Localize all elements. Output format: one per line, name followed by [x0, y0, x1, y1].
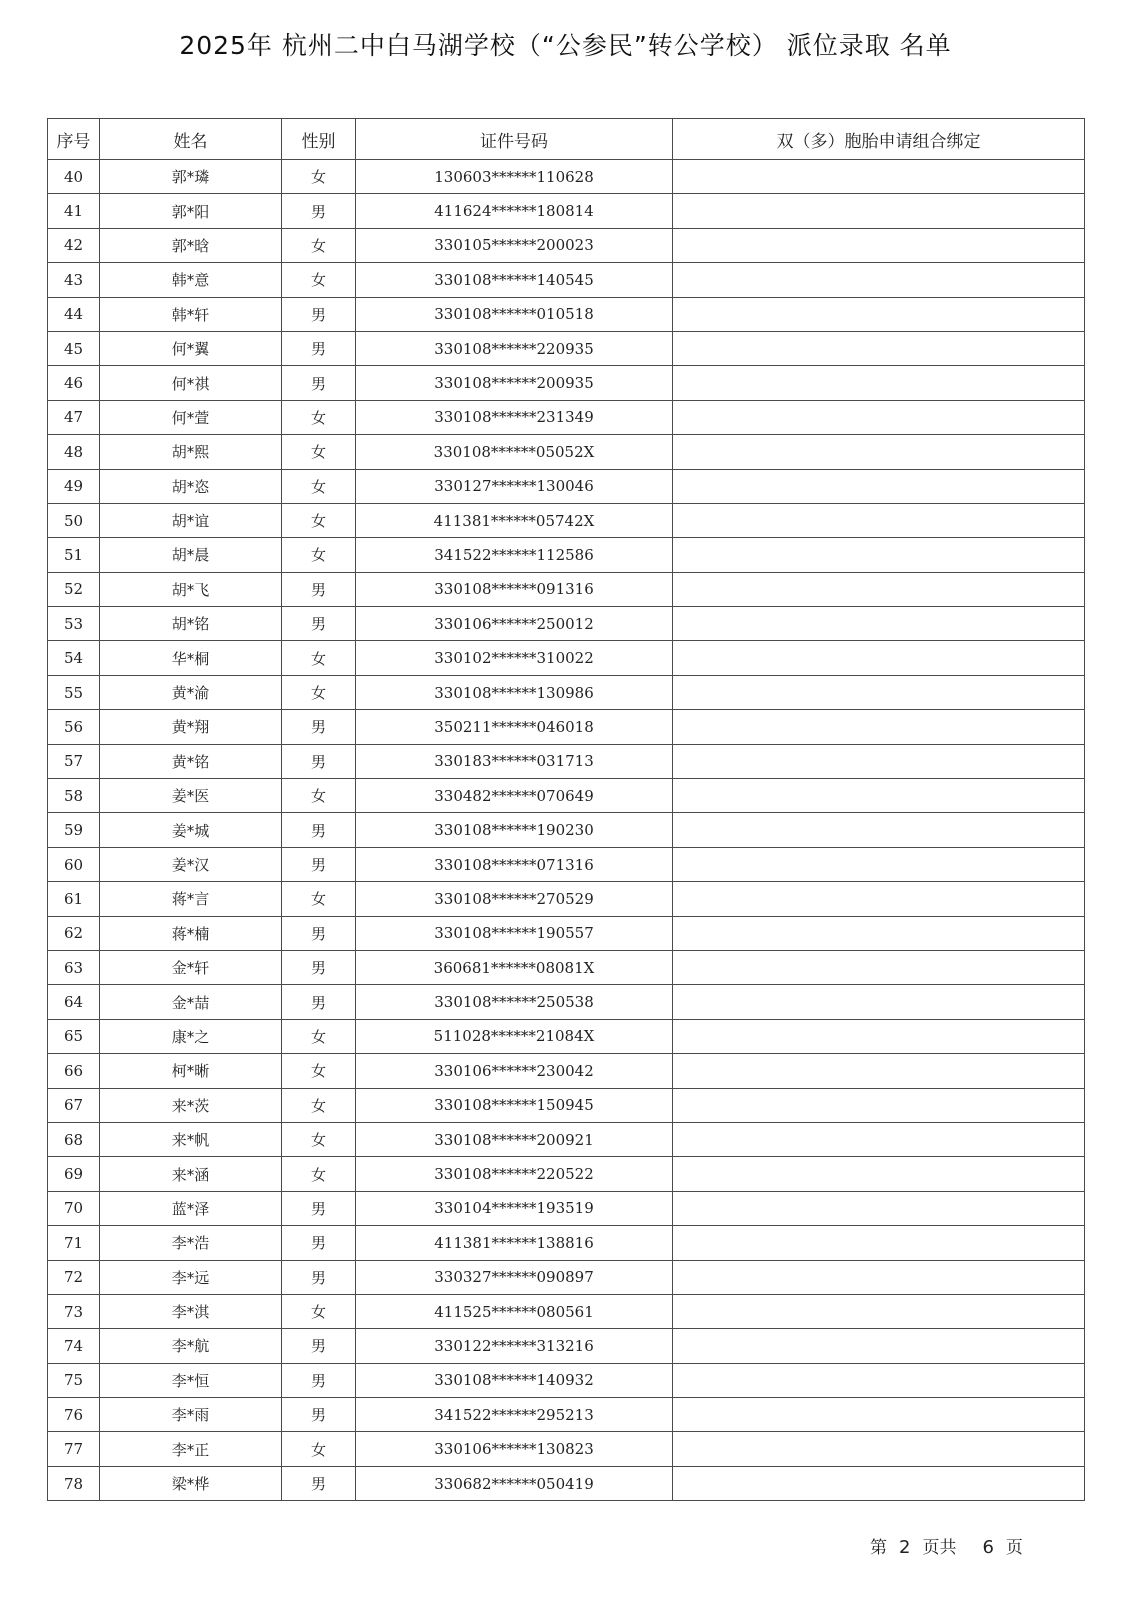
- table-row: [48, 675, 1085, 709]
- cell-twin-binding: [673, 331, 1085, 365]
- cell-id-number: 341522******295213: [356, 1398, 673, 1432]
- cell-serial-number: 40: [48, 160, 100, 194]
- cell-twin-binding: [673, 1466, 1085, 1500]
- cell-twin-binding: [673, 1363, 1085, 1397]
- cell-serial-number: 57: [48, 744, 100, 778]
- cell-name: 李*雨: [100, 1398, 282, 1432]
- header-id-number: 证件号码: [356, 119, 673, 160]
- cell-twin-binding: [673, 1226, 1085, 1260]
- table-row: [48, 1329, 1085, 1363]
- table-row: [48, 950, 1085, 984]
- cell-gender: 男: [282, 985, 356, 1019]
- cell-id-number: 330108******200935: [356, 366, 673, 400]
- cell-serial-number: 44: [48, 297, 100, 331]
- cell-name: 李*正: [100, 1432, 282, 1466]
- cell-id-number: 330106******230042: [356, 1054, 673, 1088]
- cell-gender: 男: [282, 1260, 356, 1294]
- cell-gender: 女: [282, 435, 356, 469]
- cell-serial-number: 55: [48, 675, 100, 709]
- cell-serial-number: 77: [48, 1432, 100, 1466]
- total-page-count: 6: [982, 1537, 994, 1558]
- cell-id-number: 330122******313216: [356, 1329, 673, 1363]
- cell-twin-binding: [673, 1432, 1085, 1466]
- cell-gender: 女: [282, 779, 356, 813]
- cell-id-number: 330682******050419: [356, 1466, 673, 1500]
- cell-id-number: 411381******138816: [356, 1226, 673, 1260]
- cell-gender: 男: [282, 710, 356, 744]
- cell-name: 金*轩: [100, 950, 282, 984]
- table-row: [48, 469, 1085, 503]
- cell-gender: 女: [282, 1432, 356, 1466]
- cell-twin-binding: [673, 882, 1085, 916]
- table-row: [48, 572, 1085, 606]
- cell-name: 胡*恣: [100, 469, 282, 503]
- cell-name: 黄*渝: [100, 675, 282, 709]
- cell-serial-number: 53: [48, 607, 100, 641]
- cell-gender: 女: [282, 263, 356, 297]
- header-serial-number: 序号: [48, 119, 100, 160]
- cell-gender: 男: [282, 813, 356, 847]
- cell-name: 李*远: [100, 1260, 282, 1294]
- cell-twin-binding: [673, 813, 1085, 847]
- table-row: [48, 435, 1085, 469]
- table-row: [48, 1294, 1085, 1328]
- table-row: [48, 1363, 1085, 1397]
- cell-name: 蒋*楠: [100, 916, 282, 950]
- cell-id-number: 330108******071316: [356, 847, 673, 881]
- cell-gender: 女: [282, 1088, 356, 1122]
- cell-gender: 女: [282, 1019, 356, 1053]
- cell-gender: 男: [282, 331, 356, 365]
- cell-name: 何*祺: [100, 366, 282, 400]
- table-row: [48, 1054, 1085, 1088]
- cell-name: 胡*晨: [100, 538, 282, 572]
- cell-twin-binding: [673, 435, 1085, 469]
- cell-gender: 女: [282, 1122, 356, 1156]
- cell-id-number: 411624******180814: [356, 194, 673, 228]
- table-row: [48, 1432, 1085, 1466]
- cell-serial-number: 43: [48, 263, 100, 297]
- cell-twin-binding: [673, 1088, 1085, 1122]
- cell-id-number: 411381******05742X: [356, 503, 673, 537]
- cell-name: 何*翼: [100, 331, 282, 365]
- cell-serial-number: 60: [48, 847, 100, 881]
- cell-name: 来*茨: [100, 1088, 282, 1122]
- table-row: [48, 1157, 1085, 1191]
- header-twin-binding: 双（多）胞胎申请组合绑定: [673, 119, 1085, 160]
- cell-serial-number: 56: [48, 710, 100, 744]
- cell-serial-number: 64: [48, 985, 100, 1019]
- cell-name: 何*萱: [100, 400, 282, 434]
- cell-name: 李*航: [100, 1329, 282, 1363]
- cell-id-number: 330127******130046: [356, 469, 673, 503]
- cell-name: 姜*医: [100, 779, 282, 813]
- cell-id-number: 330108******010518: [356, 297, 673, 331]
- cell-name: 康*之: [100, 1019, 282, 1053]
- cell-name: 李*恒: [100, 1363, 282, 1397]
- cell-id-number: 330108******140932: [356, 1363, 673, 1397]
- cell-gender: 女: [282, 641, 356, 675]
- table-row: [48, 297, 1085, 331]
- table-body: [48, 160, 1085, 1501]
- cell-serial-number: 62: [48, 916, 100, 950]
- cell-gender: 女: [282, 469, 356, 503]
- table-row: [48, 813, 1085, 847]
- table-row: [48, 263, 1085, 297]
- cell-serial-number: 74: [48, 1329, 100, 1363]
- cell-name: 来*帆: [100, 1122, 282, 1156]
- cell-twin-binding: [673, 1122, 1085, 1156]
- cell-id-number: 330108******220522: [356, 1157, 673, 1191]
- page-middle: 页共: [922, 1538, 957, 1558]
- cell-gender: 男: [282, 1398, 356, 1432]
- cell-id-number: 511028******21084X: [356, 1019, 673, 1053]
- cell-serial-number: 41: [48, 194, 100, 228]
- cell-id-number: 411525******080561: [356, 1294, 673, 1328]
- table-row: [48, 1398, 1085, 1432]
- cell-gender: 男: [282, 572, 356, 606]
- cell-gender: 女: [282, 1294, 356, 1328]
- cell-serial-number: 69: [48, 1157, 100, 1191]
- cell-twin-binding: [673, 400, 1085, 434]
- cell-serial-number: 45: [48, 331, 100, 365]
- cell-id-number: 330108******200921: [356, 1122, 673, 1156]
- table-row: [48, 194, 1085, 228]
- cell-serial-number: 67: [48, 1088, 100, 1122]
- table-row: [48, 607, 1085, 641]
- current-page-number: 2: [899, 1537, 911, 1558]
- table-row: [48, 882, 1085, 916]
- cell-id-number: 330108******150945: [356, 1088, 673, 1122]
- cell-twin-binding: [673, 160, 1085, 194]
- table-row: [48, 1226, 1085, 1260]
- table-row: [48, 985, 1085, 1019]
- cell-id-number: 330108******220935: [356, 331, 673, 365]
- cell-twin-binding: [673, 779, 1085, 813]
- cell-id-number: 360681******08081X: [356, 950, 673, 984]
- cell-twin-binding: [673, 1260, 1085, 1294]
- cell-twin-binding: [673, 228, 1085, 262]
- cell-name: 郭*阳: [100, 194, 282, 228]
- cell-gender: 女: [282, 538, 356, 572]
- cell-gender: 男: [282, 950, 356, 984]
- cell-gender: 女: [282, 160, 356, 194]
- cell-gender: 男: [282, 1191, 356, 1225]
- cell-serial-number: 70: [48, 1191, 100, 1225]
- cell-gender: 男: [282, 297, 356, 331]
- cell-twin-binding: [673, 916, 1085, 950]
- table-row: [48, 1088, 1085, 1122]
- cell-twin-binding: [673, 469, 1085, 503]
- cell-twin-binding: [673, 194, 1085, 228]
- page-suffix: 页: [1005, 1538, 1023, 1558]
- cell-twin-binding: [673, 675, 1085, 709]
- cell-twin-binding: [673, 710, 1085, 744]
- cell-name: 郭*璘: [100, 160, 282, 194]
- table-row: [48, 538, 1085, 572]
- cell-name: 黄*铭: [100, 744, 282, 778]
- cell-name: 姜*城: [100, 813, 282, 847]
- cell-serial-number: 63: [48, 950, 100, 984]
- cell-serial-number: 47: [48, 400, 100, 434]
- cell-name: 李*淇: [100, 1294, 282, 1328]
- table-row: [48, 331, 1085, 365]
- cell-serial-number: 66: [48, 1054, 100, 1088]
- table-row: [48, 744, 1085, 778]
- cell-serial-number: 65: [48, 1019, 100, 1053]
- cell-serial-number: 51: [48, 538, 100, 572]
- table-row: [48, 1122, 1085, 1156]
- table-header-row: [48, 119, 1085, 160]
- cell-twin-binding: [673, 950, 1085, 984]
- cell-twin-binding: [673, 607, 1085, 641]
- cell-serial-number: 76: [48, 1398, 100, 1432]
- cell-serial-number: 78: [48, 1466, 100, 1500]
- cell-gender: 女: [282, 400, 356, 434]
- cell-id-number: 330327******090897: [356, 1260, 673, 1294]
- cell-id-number: 330108******05052X: [356, 435, 673, 469]
- cell-serial-number: 50: [48, 503, 100, 537]
- cell-twin-binding: [673, 366, 1085, 400]
- cell-gender: 女: [282, 1054, 356, 1088]
- cell-name: 来*涵: [100, 1157, 282, 1191]
- table-row: [48, 400, 1085, 434]
- cell-name: 黄*翔: [100, 710, 282, 744]
- cell-gender: 男: [282, 916, 356, 950]
- cell-id-number: 330108******250538: [356, 985, 673, 1019]
- cell-serial-number: 73: [48, 1294, 100, 1328]
- cell-gender: 男: [282, 194, 356, 228]
- cell-gender: 女: [282, 503, 356, 537]
- cell-twin-binding: [673, 1294, 1085, 1328]
- cell-gender: 女: [282, 1157, 356, 1191]
- cell-twin-binding: [673, 744, 1085, 778]
- cell-serial-number: 68: [48, 1122, 100, 1156]
- cell-id-number: 330106******250012: [356, 607, 673, 641]
- table-row: [48, 641, 1085, 675]
- cell-name: 韩*轩: [100, 297, 282, 331]
- cell-name: 梁*桦: [100, 1466, 282, 1500]
- cell-twin-binding: [673, 297, 1085, 331]
- table-row: [48, 503, 1085, 537]
- cell-id-number: 330105******200023: [356, 228, 673, 262]
- cell-serial-number: 61: [48, 882, 100, 916]
- table-row: [48, 710, 1085, 744]
- cell-name: 胡*熙: [100, 435, 282, 469]
- cell-gender: 男: [282, 1466, 356, 1500]
- cell-name: 蒋*言: [100, 882, 282, 916]
- cell-id-number: 330108******091316: [356, 572, 673, 606]
- cell-twin-binding: [673, 985, 1085, 1019]
- table-row: [48, 1260, 1085, 1294]
- admission-table: [47, 118, 1085, 1501]
- cell-id-number: 330108******190230: [356, 813, 673, 847]
- table-row: [48, 1019, 1085, 1053]
- cell-serial-number: 48: [48, 435, 100, 469]
- cell-serial-number: 71: [48, 1226, 100, 1260]
- cell-twin-binding: [673, 1329, 1085, 1363]
- cell-gender: 男: [282, 847, 356, 881]
- cell-name: 韩*意: [100, 263, 282, 297]
- cell-serial-number: 72: [48, 1260, 100, 1294]
- cell-id-number: 330108******231349: [356, 400, 673, 434]
- cell-twin-binding: [673, 641, 1085, 675]
- cell-gender: 男: [282, 1226, 356, 1260]
- cell-serial-number: 42: [48, 228, 100, 262]
- cell-twin-binding: [673, 1054, 1085, 1088]
- cell-name: 姜*汉: [100, 847, 282, 881]
- header-gender: 性别: [282, 119, 356, 160]
- cell-id-number: 330108******130986: [356, 675, 673, 709]
- header-name: 姓名: [100, 119, 282, 160]
- cell-serial-number: 49: [48, 469, 100, 503]
- page-title: 2025年 杭州二中白马湖学校（“公参民”转公学校） 派位录取 名单: [179, 31, 952, 60]
- cell-gender: 女: [282, 675, 356, 709]
- cell-serial-number: 59: [48, 813, 100, 847]
- cell-name: 华*桐: [100, 641, 282, 675]
- cell-twin-binding: [673, 572, 1085, 606]
- cell-twin-binding: [673, 503, 1085, 537]
- cell-twin-binding: [673, 538, 1085, 572]
- cell-name: 蓝*泽: [100, 1191, 282, 1225]
- table-row: [48, 160, 1085, 194]
- cell-id-number: 330183******031713: [356, 744, 673, 778]
- cell-id-number: 350211******046018: [356, 710, 673, 744]
- cell-gender: 男: [282, 1363, 356, 1397]
- cell-id-number: 330108******140545: [356, 263, 673, 297]
- cell-twin-binding: [673, 1157, 1085, 1191]
- table-row: [48, 1466, 1085, 1500]
- cell-twin-binding: [673, 263, 1085, 297]
- cell-serial-number: 75: [48, 1363, 100, 1397]
- cell-id-number: 330106******130823: [356, 1432, 673, 1466]
- cell-gender: 男: [282, 366, 356, 400]
- table-row: [48, 228, 1085, 262]
- cell-twin-binding: [673, 1191, 1085, 1225]
- cell-gender: 男: [282, 1329, 356, 1363]
- cell-id-number: 330482******070649: [356, 779, 673, 813]
- cell-id-number: 130603******110628: [356, 160, 673, 194]
- cell-twin-binding: [673, 1398, 1085, 1432]
- page-prefix: 第: [870, 1538, 887, 1558]
- cell-gender: 男: [282, 607, 356, 641]
- cell-name: 柯*晰: [100, 1054, 282, 1088]
- cell-name: 胡*飞: [100, 572, 282, 606]
- cell-serial-number: 52: [48, 572, 100, 606]
- table-row: [48, 1191, 1085, 1225]
- cell-name: 郭*晗: [100, 228, 282, 262]
- cell-gender: 女: [282, 228, 356, 262]
- cell-id-number: 341522******112586: [356, 538, 673, 572]
- table-row: [48, 847, 1085, 881]
- table-row: [48, 366, 1085, 400]
- cell-name: 李*浩: [100, 1226, 282, 1260]
- cell-name: 胡*谊: [100, 503, 282, 537]
- cell-id-number: 330102******310022: [356, 641, 673, 675]
- cell-id-number: 330108******190557: [356, 916, 673, 950]
- table-row: [48, 779, 1085, 813]
- page-indicator: [870, 1533, 1023, 1558]
- cell-id-number: 330104******193519: [356, 1191, 673, 1225]
- cell-id-number: 330108******270529: [356, 882, 673, 916]
- cell-twin-binding: [673, 847, 1085, 881]
- cell-name: 金*喆: [100, 985, 282, 1019]
- cell-name: 胡*铭: [100, 607, 282, 641]
- cell-serial-number: 54: [48, 641, 100, 675]
- table-row: [48, 916, 1085, 950]
- cell-serial-number: 46: [48, 366, 100, 400]
- cell-gender: 女: [282, 882, 356, 916]
- cell-twin-binding: [673, 1019, 1085, 1053]
- cell-gender: 男: [282, 744, 356, 778]
- cell-serial-number: 58: [48, 779, 100, 813]
